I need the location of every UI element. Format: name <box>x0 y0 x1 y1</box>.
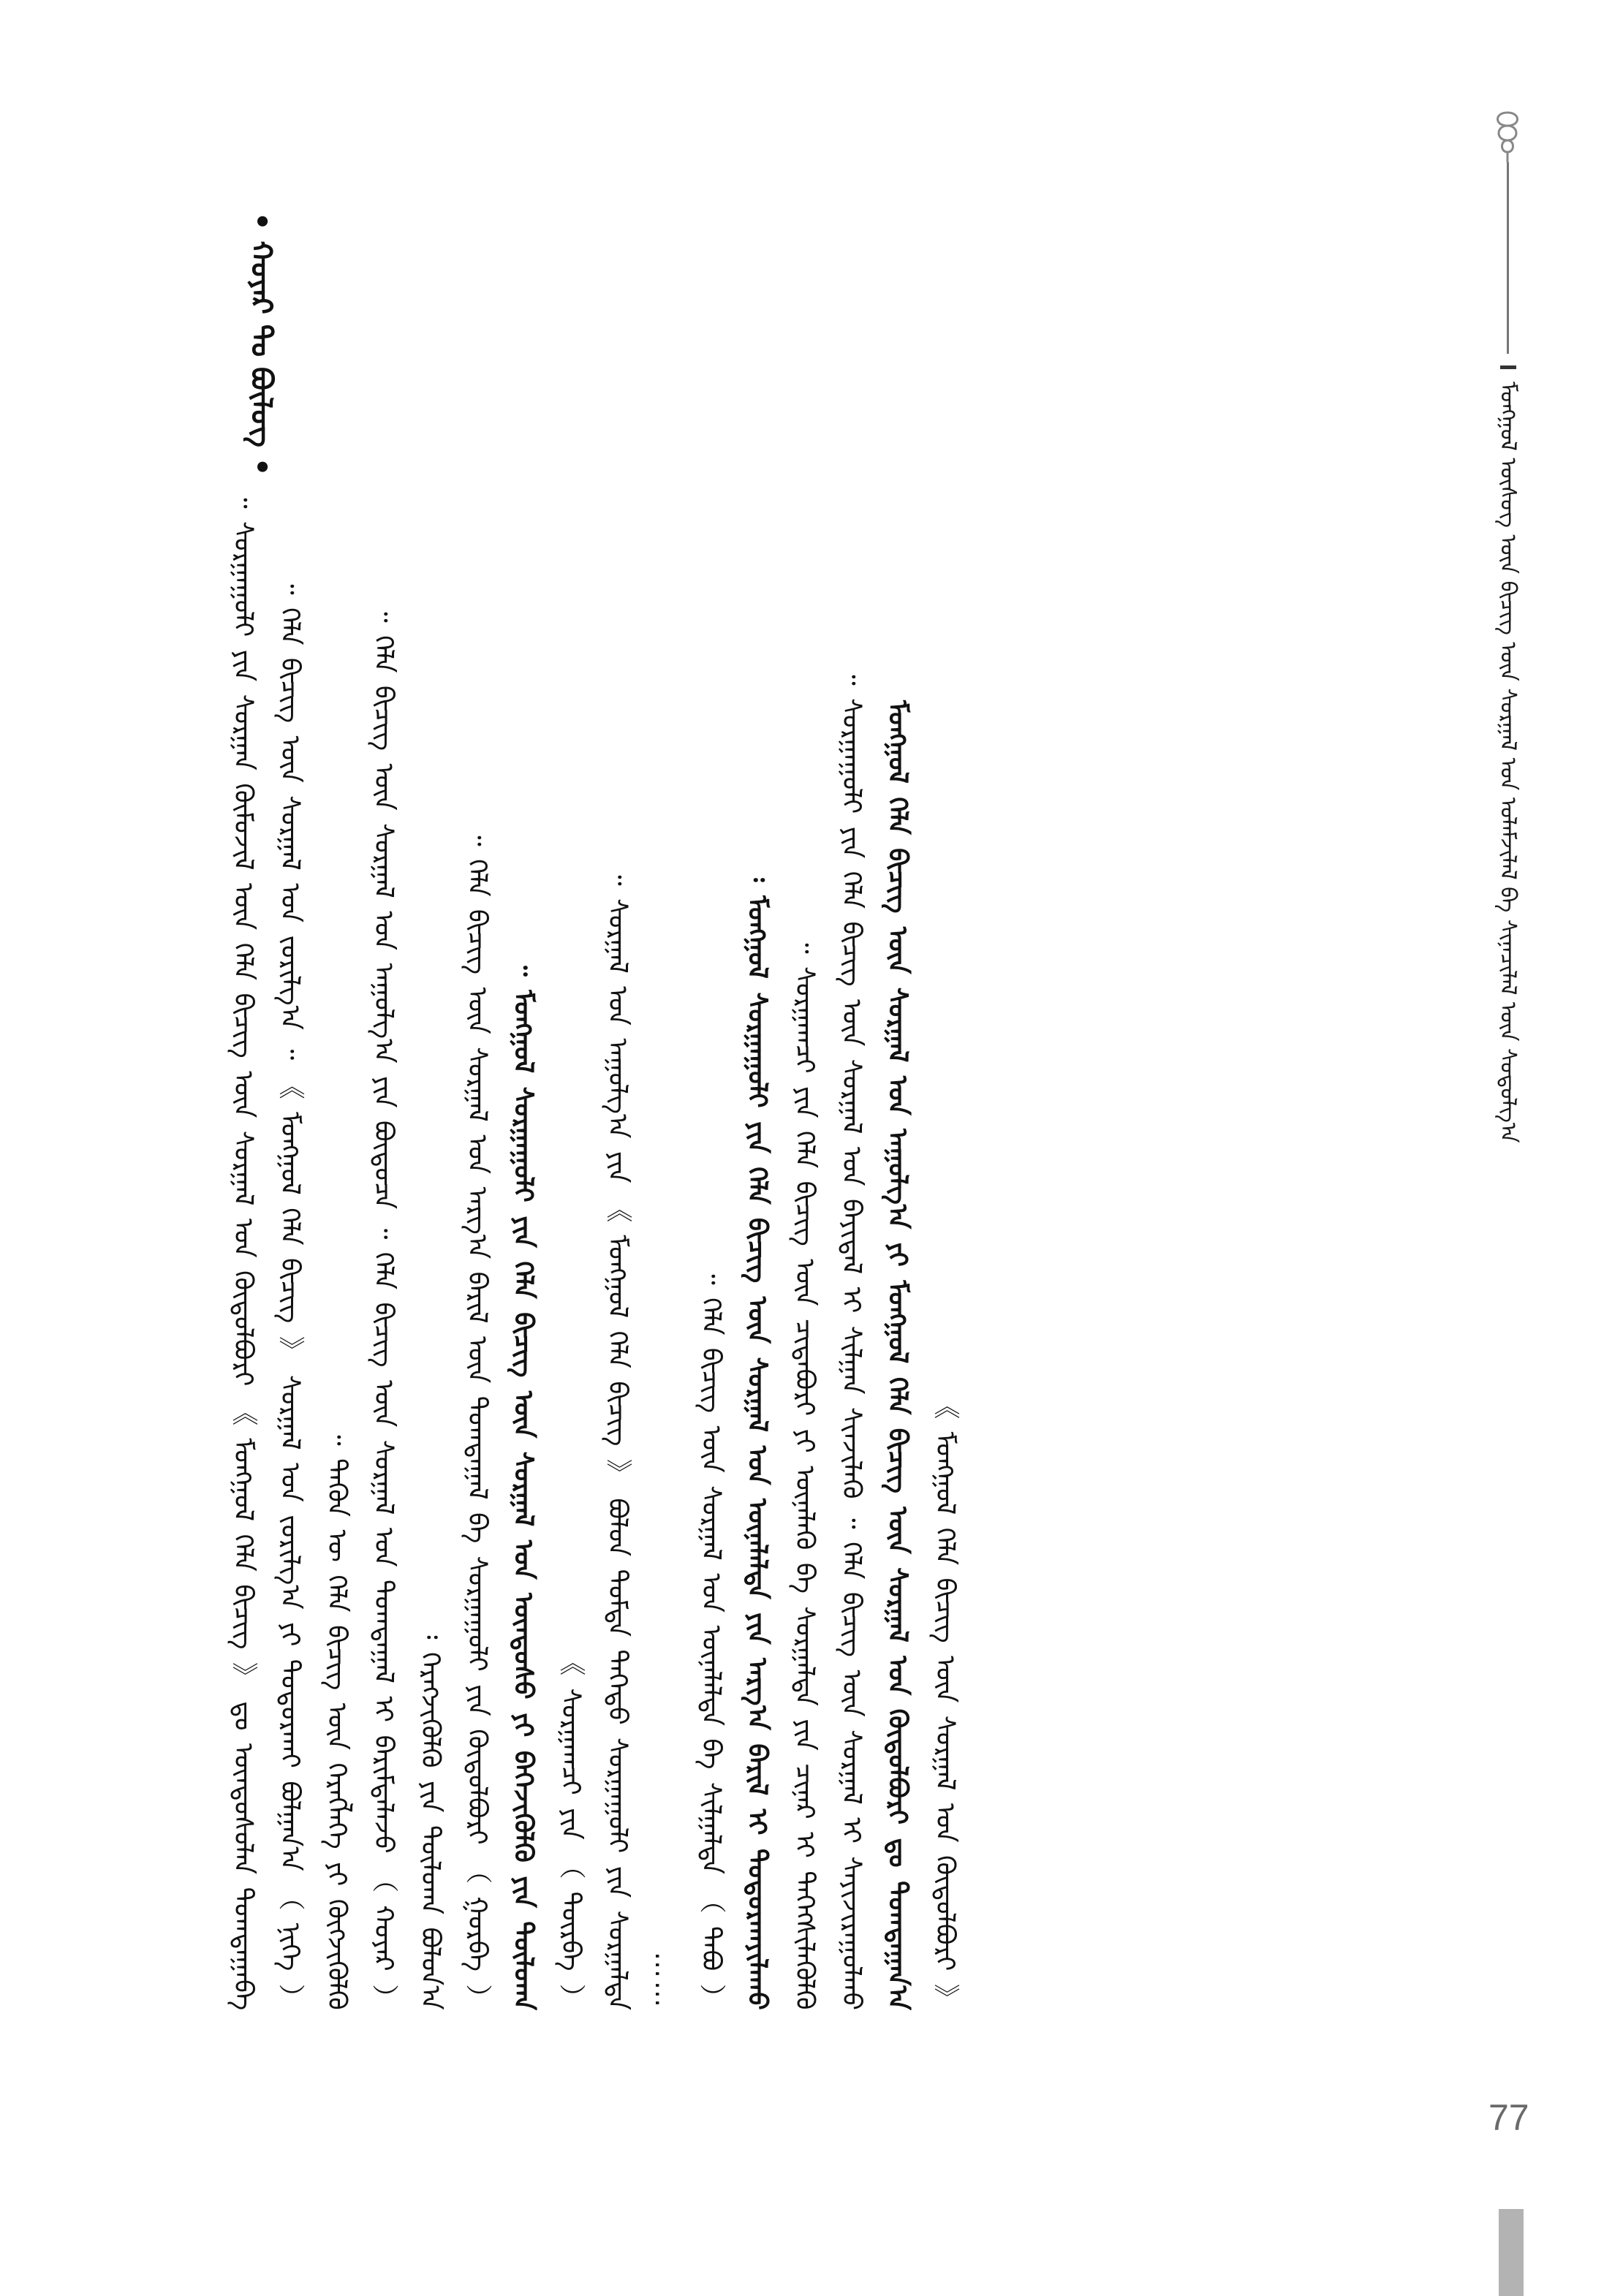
body-text <box>219 219 1462 2010</box>
text-column: （ ᠭᠤᠷᠪᠠ ） ᠬᠡᠯᠡ ᠪᠢᠴᠢᠭ᠌ ᠦᠨ ᠰᠤᠷᠭᠠᠯ ᠤᠨ ᠠᠷᠭ᠎ᠠ ᠪᠠᠷᠢᠯ ᠦᠨ ᠲᠣᠭᠲᠠᠭᠠᠯ ᠪᠠ ᠰᠤᠷᠭᠠᠭᠤᠯᠢ ᠶᠢᠨ ᠬᠥᠲᠥᠯᠪᠦᠷᠢ ᠃ <box>462 828 492 2010</box>
text-column: 《 ᠮᠣᠩᠭᠣᠯ ᠬᠡᠯᠡ ᠪᠢᠴᠢᠭ᠌ ᠦᠨ ᠰᠤᠷᠭᠠᠯ ᠤᠨ ᠬᠥᠲᠥᠯᠪᠦᠷᠢ 》 <box>930 1393 960 2010</box>
section-heading: • ᠬᠣᠶᠠᠷ ᠲᠤ ᠪᠦᠯᠦᠭ • <box>244 212 279 477</box>
text-column: （ ᠨᠢᠭᠡ ） ᠬᠡᠯᠡ ᠪᠢᠴᠢᠭ᠌ ᠦᠨ ᠰᠤᠷᠭᠠᠯ ᠤᠨ ᠵᠣᠷᠢᠯᠭ᠎ᠠ ᠃ 《 ᠮᠣᠩᠭᠣᠯ ᠬᠡᠯᠡ ᠪᠢᠴᠢᠭ᠌ 》 ᠰᠤᠷᠭᠠᠯ ᠤᠨ ᠵᠣᠷᠢᠯᠭ᠎ᠠ ᠶᠢ ᠲᠣᠳᠣᠷᠬᠠᠶ ᠪᠣᠯᠭᠠᠨ᠎ᠠ ᠃ <box>275 577 305 2010</box>
text-column: （ ᠬᠣᠶᠠᠷ ） ᠬᠡᠯᠡ ᠪᠢᠴᠢᠭ᠌ ᠦᠨ ᠰᠤᠷᠭᠠᠯ ᠤᠨ ᠠᠭᠤᠯᠭ᠎ᠠ ᠶᠢᠨ ᠪᠦᠲᠦᠴᠡ ᠃ ᠬᠡᠯᠡ ᠪᠢᠴᠢᠭ᠌ ᠦᠨ ᠰᠤᠷᠭᠠᠯ ᠤᠨ ᠲᠣᠭᠲᠠᠭᠠᠯ ᠢ ᠪᠠᠷᠢᠮᠳᠠᠯᠠᠵᠤ ᠃ <box>368 605 398 2010</box>
text-column: ᠲᠡᠭᠦᠨ ᠦ ᠬᠡᠯᠡ ᠪᠢᠴᠢᠭ᠌ ᠦᠨ ᠬᠡᠷᠡᠭᠯᠡᠭᠡ ᠶᠢ ᠬᠥᠭᠵᠢᠭᠦᠯᠬᠦ ᠃ <box>322 1428 352 2010</box>
text-column: ᠰᠤᠷᠭᠠᠭᠴᠢ ᠶᠢᠨ ᠬᠡᠯᠡ ᠪᠢᠴᠢᠭ᠌ ᠦᠨ ᠴᠢᠳᠠᠪᠤᠷᠢ ᠶᠢ ᠦᠨᠡᠯᠡᠬᠦ ᠪᠠ ᠰᠤᠷᠭᠠᠯᠲᠠ ᠶᠢᠨ ᠴᠢᠨᠠᠷ ᠢ ᠳᠡᠭᠡᠭᠰᠢᠯᠡᠭᠦᠯᠬᠦ ᠃ <box>790 936 820 2010</box>
text-column-bold: ᠮᠣᠩᠭᠣᠯ ᠬᠡᠯᠡ ᠪᠢᠴᠢᠭ᠌ ᠦᠨ ᠰᠤᠷᠭᠠᠯ ᠤᠨ ᠠᠭᠤᠯᠭ᠎ᠠ ᠶᠢ ᠮᠣᠩᠭᠣᠯ ᠬᠡᠯᠡ ᠪᠢᠴᠢᠭ᠌ ᠦᠨ ᠰᠤᠷᠭᠠᠯ ᠤᠨ ᠬᠥᠲᠥᠯᠪᠦᠷᠢ ᠳᠤ ᠲᠣᠭᠲᠠᠭᠠᠨ᠎ᠠ <box>882 700 913 2010</box>
text-column: ᠰᠤᠷᠭᠠᠭᠴᠢ ᠶᠢᠨ （ ᠳᠥᠷᠪᠡ ） 》 <box>556 1649 586 2010</box>
side-tab <box>1499 2209 1524 2296</box>
text-column-bold: ᠮᠣᠩᠭᠣᠯ ᠰᠤᠷᠭᠠᠭᠤᠯᠢ ᠶᠢᠨ ᠬᠡᠯᠡ ᠪᠢᠴᠢᠭ ᠦᠨ ᠰᠤᠷᠭᠠᠯ ᠤᠨ ᠦᠨᠳᠦᠰᠦ ᠶᠢ ᠪᠡᠬᠡᠵᠢᠭᠦᠯᠬᠦ ᠶᠢᠨ ᠲᠥᠯᠥᠭ᠍ᠡ ᠃ <box>508 958 539 2010</box>
header-ornament-icon <box>1486 110 1529 162</box>
header-dash <box>1500 365 1516 369</box>
text-column-bold: ᠮᠣᠩᠭᠣᠯ ᠰᠤᠷᠭᠠᠭᠤᠯᠢ ᠶᠢᠨ ᠬᠡᠯᠡ ᠪᠢᠴᠢᠭ᠌ ᠦᠨ ᠰᠤᠷᠭᠠᠯ ᠤᠨ ᠦᠨᠡᠯᠡᠯᠲᠡ ᠶᠢᠨ ᠠᠷᠭ᠎ᠠ ᠪᠠᠷᠢᠯ ᠢ ᠲᠣᠳᠣᠷᠬᠠᠶᠢᠯᠠᠬᠤ ᠄ <box>742 871 773 2010</box>
text-column: ᠰᠤᠷᠭᠠᠯ ᠤᠨ ᠠᠭᠤᠯᠭ᠎ᠠ ᠶᠢᠨ 《 ᠮᠣᠩᠭᠣᠯ ᠬᠡᠯᠡ ᠪᠢᠴᠢᠭ᠌ 》 ᠪᠣᠯᠤᠨ ᠳᠤᠮᠳᠠ ᠳᠡᠭᠡᠳᠦ ᠰᠤᠷᠭᠠᠭᠤᠯᠢ ᠶᠢᠨ ᠰᠤᠷᠭᠠᠯᠲᠠ ᠃ <box>602 868 632 2010</box>
text-column: ᠰᠤᠷᠭᠠᠭᠤᠯᠢ ᠶᠢᠨ ᠰᠤᠷᠭᠠᠨ ᠬᠦᠮᠦᠵᠢᠯ ᠦᠨ ᠬᠡᠯᠡ ᠪᠢᠴᠢᠭ ᠦᠨ ᠰᠤᠷᠭᠠᠯ ᠤᠨ ᠬᠥᠲᠥᠯᠪᠦᠷᠢ 《 ᠮᠣᠩᠭᠣᠯ ᠬᠡᠯᠡ ᠪᠢᠴᠢᠭ᠌ 》 ᠳᠤ ᠦᠨᠳᠦᠰᠦᠯᠡᠨ ᠲᠣᠭᠲᠠᠭᠠᠪᠠ ᠃ <box>228 490 258 2010</box>
text-column: ᠬᠡᠷᠡᠭᠵᠢᠭᠦᠯᠬᠦ ᠶᠢᠨ ᠲᠥᠯᠥᠭ᠍ᠡ ᠪᠣᠯᠤᠨ᠎ᠠ ᠄ <box>415 1629 445 2010</box>
header-rule <box>1507 162 1509 354</box>
page-number: 77 <box>1488 2097 1529 2138</box>
ellipsis: …… <box>649 1952 679 2010</box>
running-header: ᠮᠣᠩᠭᠣᠯ ᠦᠰᠦᠭ ᠦᠨ ᠪᠢᠴᠢᠭ᠌ ᠦᠨ ᠰᠤᠷᠭᠠᠯ ᠤᠨ ᠤᠯᠠᠮᠵᠢᠯᠠᠯ ᠪᠠ ᠰᠢᠨᠡᠴᠢᠯᠡᠯ ᠦᠨ ᠰᠤᠳᠤᠯᠭ᠎ᠠ <box>1495 382 1521 1143</box>
text-column: （ ᠲᠠᠪᠤ ） ᠬᠡᠯᠡ ᠪᠢᠴᠢᠭ᠌ ᠦᠨ ᠰᠤᠷᠭᠠᠯ ᠤᠨ ᠦᠨᠡᠯᠡᠯᠲᠡ ᠪᠠ ᠰᠢᠯᠭᠠᠯᠲᠠ ᠃ <box>696 1268 726 2010</box>
text-column: ᠰᠤᠷᠭᠠᠭᠤᠯᠢ ᠶᠢᠨ ᠬᠡᠯᠡ ᠪᠢᠴᠢᠭ᠌ ᠦᠨ ᠰᠤᠷᠭᠠᠯ ᠤᠨ ᠪᠠᠶᠢᠳᠠᠯ ᠢ ᠰᠢᠯᠭᠠᠨ ᠰᠢᠨᠵᠢᠯᠡᠬᠦ ᠃ ᠬᠡᠯᠡ ᠪᠢᠴᠢᠭ᠌ ᠦᠨ ᠰᠤᠷᠭᠠᠯ ᠢ ᠰᠠᠶᠢᠵᠢᠷᠠᠭᠤᠯᠬᠤ ᠃ <box>836 667 866 2010</box>
